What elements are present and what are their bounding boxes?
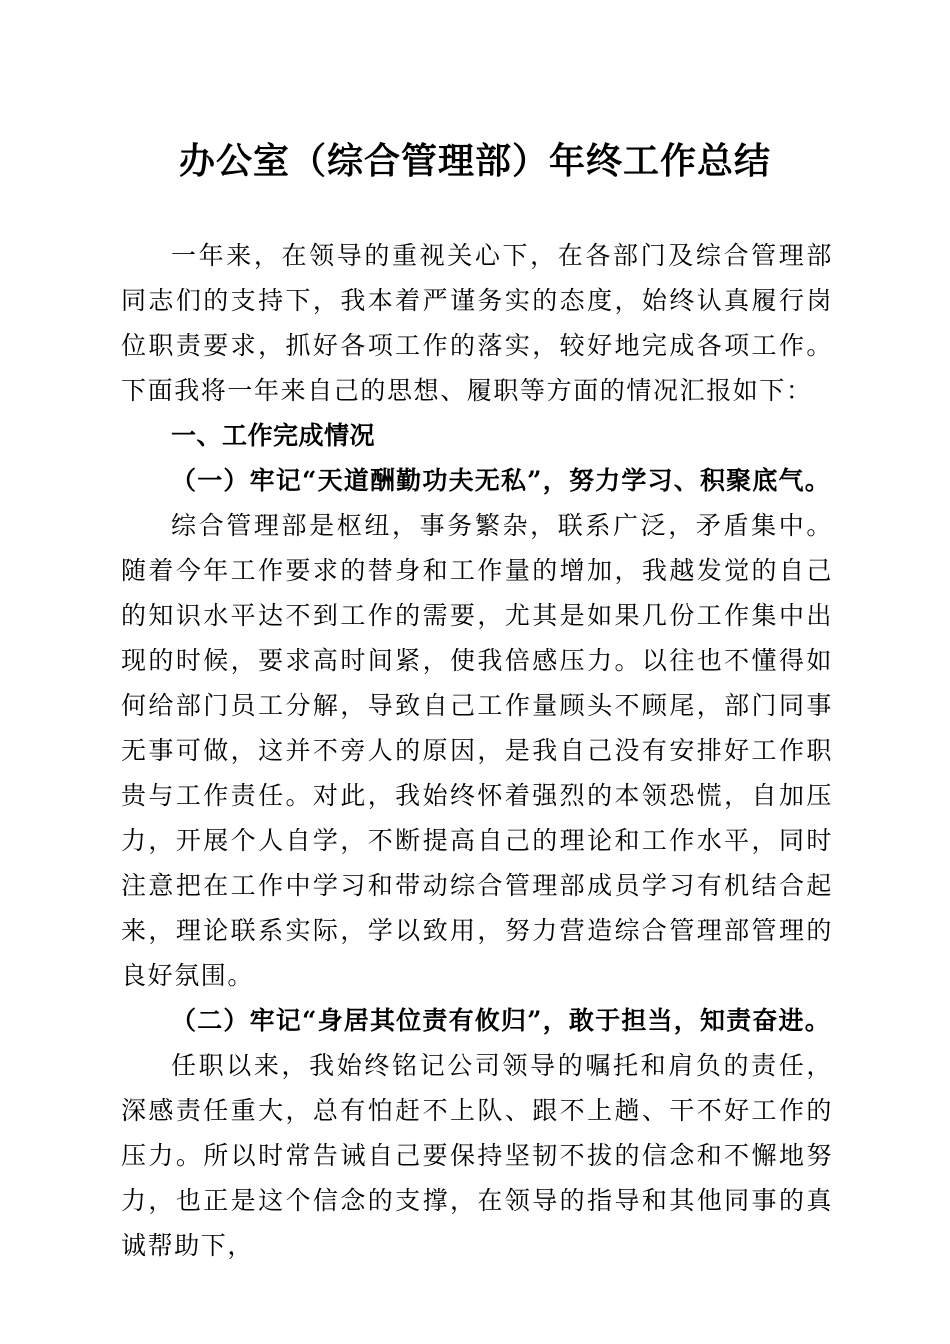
intro-paragraph: 一年来，在领导的重视关心下，在各部门及综合管理部同志们的支持下，我本着严谨务实的态度，始终认真履行岗位职责要求，抓好各项工作的落实，较好地完成各项工作。下面我将一年来自己的思想、履职等方面的情况汇报如下： xyxy=(121,241,833,405)
subsection-heading-2: （二）牢记“身居其位责有攸归”，敢于担当，知责奋进。 xyxy=(171,1006,831,1035)
subsection-heading-1: （一）牢记“天道酬勤功夫无私”，努力学习、积聚底气。 xyxy=(171,466,831,495)
subsection-1-paragraph: 综合管理部是枢纽，事务繁杂，联系广泛，矛盾集中。随着今年工作要求的替身和工作量的增加，我越发觉的自己的知识水平达不到工作的需要，尤其是如果几份工作集中出现的时候，要求高时间紧，使我倍感压力。以往也不懂得如何给部门员工分解，导致自己工作量顾头不顾尾，部门同事无事可做，这并不旁人的原因，是我自己没有安排好工作职贵与工作责任。对此，我始终怀着强烈的本领恐慌，自加压力，开展个人自学，不断提高自己的理论和工作水平，同时注意把在工作中学习和带动综合管理部成员学习有机结合起来，理论联系实际，学以致用，努力营造综合管理部管理的良好氛围。 xyxy=(121,511,833,990)
section-heading-work-completion: 一、工作完成情况 xyxy=(171,421,376,450)
document-title: 办公室（综合管理部）年终工作总结 xyxy=(178,140,771,182)
subsection-2-paragraph: 任职以来，我始终铭记公司领导的嘱托和肩负的责任，深感责任重大，总有怕赶不上队、跟不上趟、干不好工作的压力。所以时常告诫自己要保持坚韧不拔的信念和不懈地努力，也正是这个信念的支撑，在领导的指导和其他同事的真诚帮助下， xyxy=(121,1051,833,1260)
document-body xyxy=(121,233,833,1268)
